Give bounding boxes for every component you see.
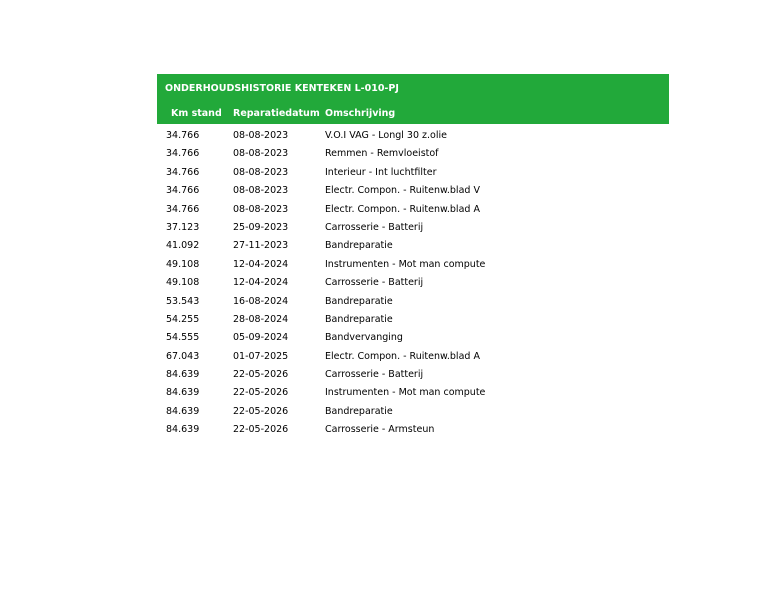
row-date-cell: 08-08-2023: [233, 148, 289, 160]
row-description-cell: Carrosserie - Armsteun: [325, 424, 435, 436]
row-description-cell: Carrosserie - Batterij: [325, 369, 424, 381]
row-km-cell: 84.639: [166, 405, 200, 417]
row-date-cell: 25-09-2023: [233, 221, 289, 233]
row-km-cell: 53.543: [166, 295, 200, 307]
row-date-cell: 08-08-2023: [233, 130, 289, 141]
row-description-cell: V.O.I VAG - Longl 30 z.olie: [325, 130, 447, 141]
column-header-description: Omschrijving: [325, 108, 396, 119]
row-date-cell: 27-11-2023: [233, 240, 289, 252]
row-km-cell: 34.766: [166, 148, 200, 160]
row-description-cell: Bandreparatie: [325, 240, 393, 252]
row-km-cell: 67.043: [166, 350, 200, 362]
row-km-cell: 84.639: [166, 424, 200, 436]
column-header-km: Km stand: [171, 108, 222, 119]
column-headers: [157, 107, 669, 121]
maintenance-history-panel: [157, 74, 669, 440]
row-description-cell: Bandreparatie: [325, 313, 393, 325]
table-row: [157, 384, 669, 402]
row-description-cell: Bandreparatie: [325, 295, 393, 307]
row-description-cell: Bandvervanging: [325, 332, 403, 344]
row-date-cell: 01-07-2025: [233, 350, 289, 362]
row-description-cell: Interieur - Int luchtfilter: [325, 166, 437, 178]
table-row: [157, 293, 669, 311]
row-km-cell: 34.766: [166, 166, 200, 178]
row-date-cell: 12-04-2024: [233, 277, 289, 289]
row-km-cell: 84.639: [166, 387, 200, 399]
row-date-cell: 22-05-2026: [233, 424, 289, 436]
row-date-cell: 16-08-2024: [233, 295, 289, 307]
table-row: [157, 348, 669, 366]
row-description-cell: Carrosserie - Batterij: [325, 221, 424, 233]
table-row: [157, 127, 669, 145]
table-row: [157, 164, 669, 182]
table-row: [157, 256, 669, 274]
row-date-cell: 05-09-2024: [233, 332, 289, 344]
row-date-cell: 08-08-2023: [233, 185, 289, 197]
row-km-cell: 34.766: [166, 130, 200, 141]
row-description-cell: Instrumenten - Mot man compute: [325, 387, 486, 399]
row-date-cell: 22-05-2026: [233, 369, 289, 381]
row-date-cell: 28-08-2024: [233, 313, 289, 325]
row-date-cell: 12-04-2024: [233, 258, 289, 270]
row-date-cell: 22-05-2026: [233, 387, 289, 399]
row-km-cell: 41.092: [166, 240, 200, 252]
row-km-cell: 54.255: [166, 313, 200, 325]
table-row: [157, 145, 669, 163]
row-km-cell: 34.766: [166, 185, 200, 197]
table-row: [157, 237, 669, 255]
row-description-cell: Carrosserie - Batterij: [325, 277, 424, 289]
table-row: [157, 219, 669, 237]
history-header: [157, 74, 669, 124]
row-km-cell: 54.555: [166, 332, 200, 344]
column-header-date: Reparatiedatum: [233, 108, 320, 119]
row-km-cell: 37.123: [166, 221, 200, 233]
table-row: [157, 182, 669, 200]
table-row: [157, 366, 669, 384]
row-km-cell: 49.108: [166, 258, 200, 270]
table-row: [157, 329, 669, 347]
row-date-cell: 22-05-2026: [233, 405, 289, 417]
row-date-cell: 08-08-2023: [233, 203, 289, 215]
row-date-cell: 08-08-2023: [233, 166, 289, 178]
table-row: [157, 274, 669, 292]
table-row: [157, 421, 669, 439]
row-km-cell: 49.108: [166, 277, 200, 289]
table-row: [157, 403, 669, 421]
row-km-cell: 84.639: [166, 369, 200, 381]
row-description-cell: Electr. Compon. - Ruitenw.blad V: [325, 185, 480, 197]
history-title: ONDERHOUDSHISTORIE KENTEKEN L-010-PJ: [165, 83, 399, 94]
row-description-cell: Instrumenten - Mot man compute: [325, 258, 486, 270]
table-row: [157, 311, 669, 329]
row-km-cell: 34.766: [166, 203, 200, 215]
row-description-cell: Electr. Compon. - Ruitenw.blad A: [325, 203, 480, 215]
row-description-cell: Bandreparatie: [325, 405, 393, 417]
table-row: [157, 201, 669, 219]
row-description-cell: Electr. Compon. - Ruitenw.blad A: [325, 350, 480, 362]
history-rows: [157, 124, 669, 440]
row-description-cell: Remmen - Remvloeistof: [325, 148, 439, 160]
